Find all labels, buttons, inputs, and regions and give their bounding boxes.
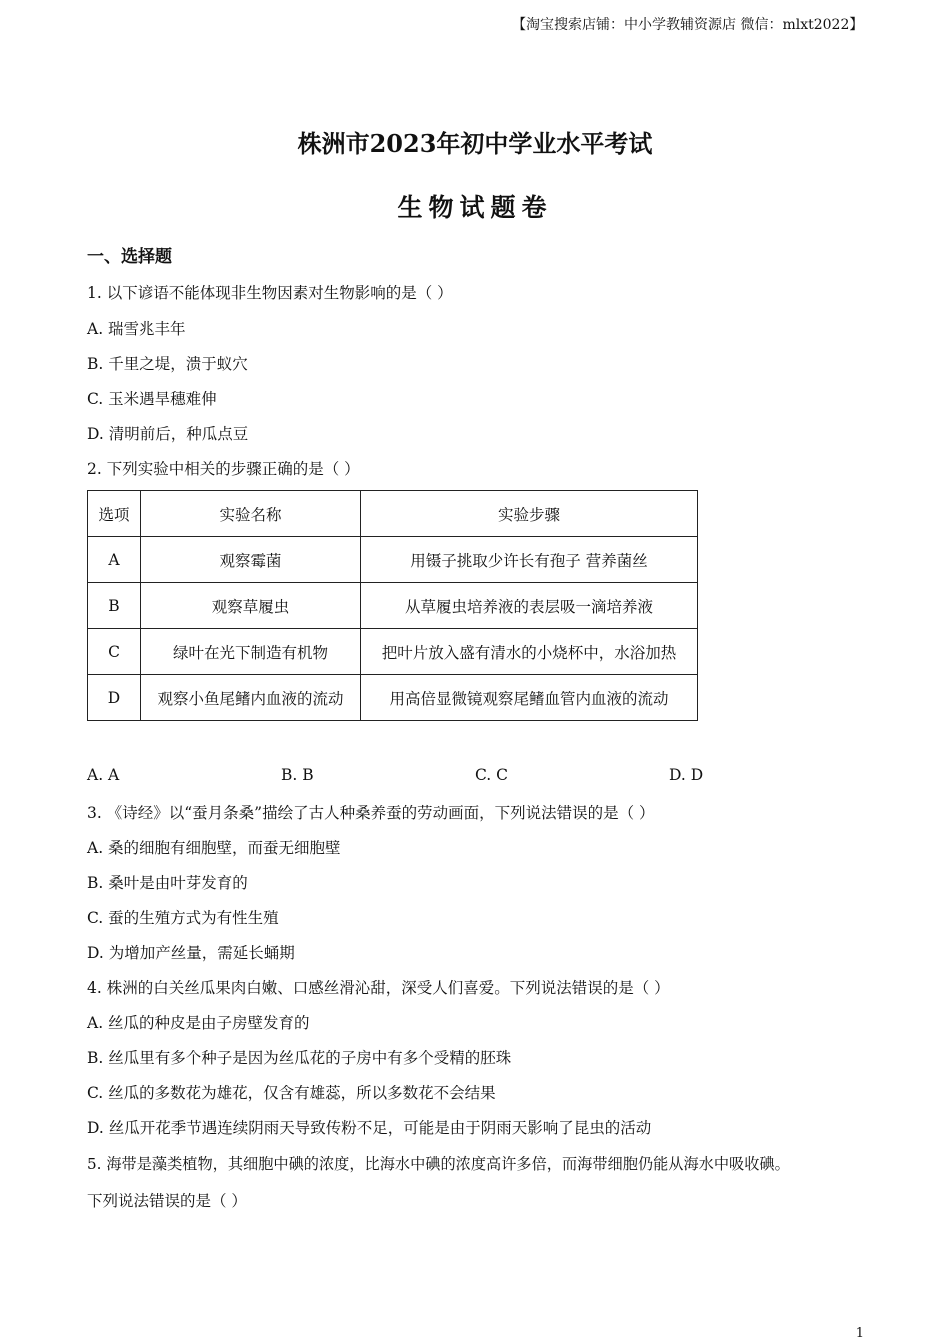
question-2-option-b: B. B: [281, 766, 314, 784]
header-note: 【淘宝搜索店铺：中小学教辅资源店 微信：mlxt2022】: [512, 17, 864, 33]
table-cell: 观察小鱼尾鳍内血液的流动: [141, 675, 361, 721]
section-heading: 一、选择题: [87, 247, 172, 267]
table-header-row: [88, 491, 698, 537]
question-4-option-a: A. 丝瓜的种皮是由子房壁发育的: [87, 1014, 310, 1032]
question-1-option-b: B. 千里之堤，溃于蚁穴: [87, 355, 248, 373]
question-3-option-d: D. 为增加产丝量，需延长蛹期: [87, 944, 295, 962]
question-2-stem: 2. 下列实验中相关的步骤正确的是（ ）: [87, 460, 360, 478]
exam-subtitle: 生物试题卷: [397, 193, 553, 222]
table-row: [88, 629, 698, 675]
table-cell: 观察草履虫: [141, 583, 361, 629]
table-row: [88, 537, 698, 583]
table-header-cell: 实验名称: [141, 491, 361, 537]
experiment-table: [87, 490, 698, 721]
table-row: [88, 675, 698, 721]
question-1-option-d: D. 清明前后，种瓜点豆: [87, 425, 249, 443]
question-3-stem: 3. 《诗经》以“蚕月条桑”描绘了古人种桑养蚕的劳动画面，下列说法错误的是（ ）: [87, 804, 655, 822]
table-cell: 用镊子挑取少许长有孢子 营养菌丝: [361, 537, 698, 583]
table-cell: 用高倍显微镜观察尾鳍血管内血液的流动: [361, 675, 698, 721]
table-cell: 把叶片放入盛有清水的小烧杯中，水浴加热: [361, 629, 698, 675]
question-1-option-a: A. 瑞雪兆丰年: [87, 320, 186, 338]
question-3-option-b: B. 桑叶是由叶芽发育的: [87, 874, 248, 892]
table-header-cell: 实验步骤: [361, 491, 698, 537]
question-4-option-d: D. 丝瓜开花季节遇连续阴雨天导致传粉不足，可能是由于阴雨天影响了昆虫的活动: [87, 1119, 652, 1137]
exam-title: 株洲市2023年初中学业水平考试: [297, 129, 653, 158]
question-4-option-c: C. 丝瓜的多数花为雄花，仅含有雄蕊，所以多数花不会结果: [87, 1084, 496, 1102]
table-cell: 观察霉菌: [141, 537, 361, 583]
question-5-stem-continued: 下列说法错误的是（ ）: [87, 1192, 247, 1210]
question-1-option-c: C. 玉米遇旱穗难伸: [87, 390, 217, 408]
table-cell: B: [88, 583, 141, 629]
question-1-stem: 1. 以下谚语不能体现非生物因素对生物影响的是（ ）: [87, 284, 453, 302]
question-2-option-c: C. C: [475, 766, 509, 784]
table-cell: D: [88, 675, 141, 721]
question-4-option-b: B. 丝瓜里有多个种子是因为丝瓜花的子房中有多个受精的胚珠: [87, 1049, 512, 1067]
question-4-stem: 4. 株洲的白关丝瓜果肉白嫩、口感丝滑沁甜，深受人们喜爱。下列说法错误的是（ ）: [87, 979, 670, 997]
question-3-option-a: A. 桑的细胞有细胞壁，而蚕无细胞壁: [87, 839, 341, 857]
question-3-option-c: C. 蚕的生殖方式为有性生殖: [87, 909, 279, 927]
question-2-option-d: D. D: [669, 766, 704, 784]
table-cell: C: [88, 629, 141, 675]
question-5-stem: 5. 海带是藻类植物，其细胞中碘的浓度，比海水中碘的浓度高许多倍，而海带细胞仍能从海水中吸收碘。: [87, 1155, 790, 1173]
page-number: 1: [855, 1326, 864, 1341]
table-row: [88, 583, 698, 629]
table-cell: 从草履虫培养液的表层吸一滴培养液: [361, 583, 698, 629]
table-cell: A: [88, 537, 141, 583]
question-2-option-a: A. A: [87, 766, 120, 784]
table-cell: 绿叶在光下制造有机物: [141, 629, 361, 675]
table-header-cell: 选项: [88, 491, 141, 537]
